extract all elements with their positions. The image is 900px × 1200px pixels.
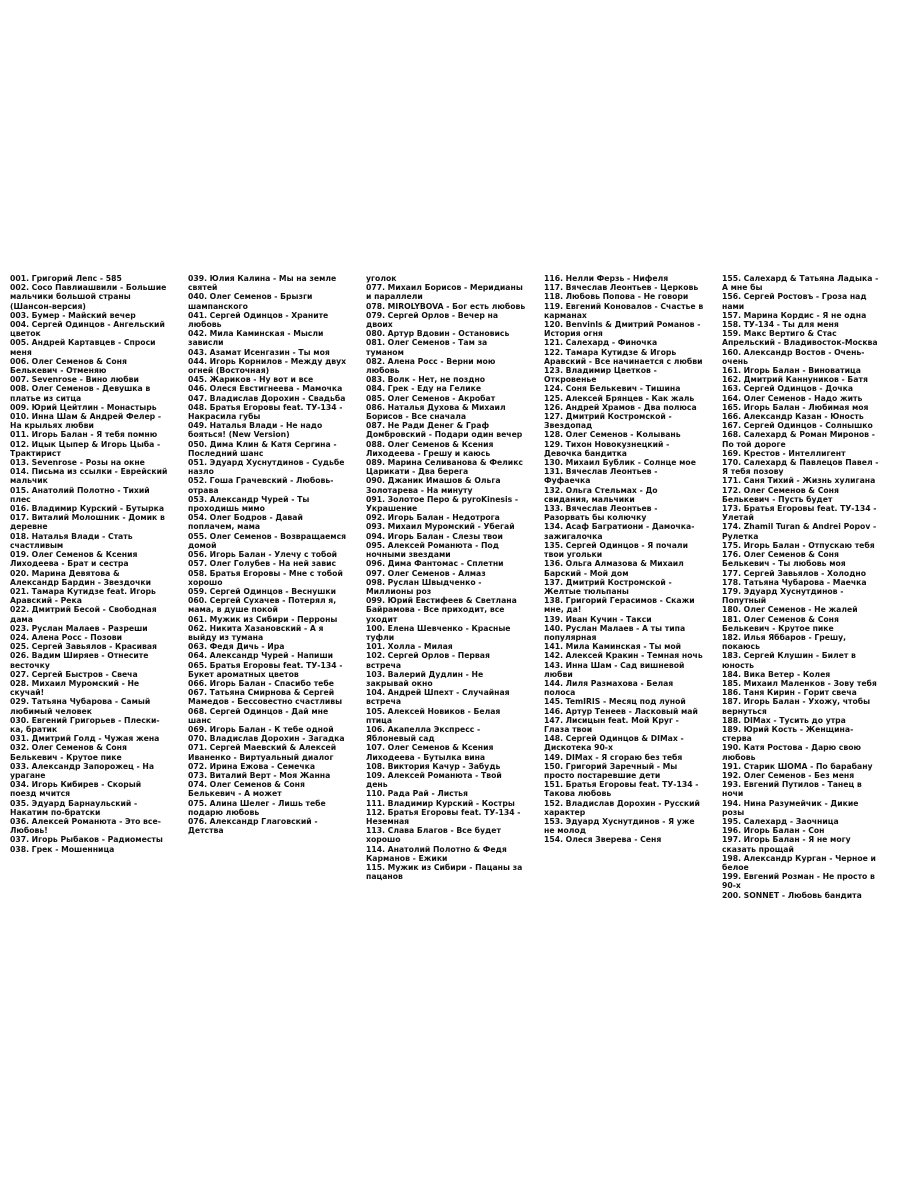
track-line: 166. Александр Казан - Юность [722, 411, 864, 422]
track-line: 036. Алексей Романюта - Это все-Любовь! [10, 815, 161, 836]
track-line: 163. Сергей Одинцов - Дочка [722, 383, 854, 394]
track-line: 131. Вячеслав Леонтьев - Фуфаечка [544, 466, 658, 486]
track-line: 068. Сергей Одинцов - Дай мне шанс [188, 705, 329, 725]
track-line: 001. Григорий Лепс - 585 [10, 274, 122, 283]
track-line: 113. Слава Благов - Все будет хорошо [366, 825, 501, 845]
track-line: 116. Нелли Ферзь - Нифеля [544, 274, 669, 283]
track-line: 008. Олег Семенов - Девушка в платье из ситца [10, 383, 151, 403]
track-line: 084. Грек - Еду на Гелике [366, 383, 482, 394]
track-line: 005. Андрей Картавцев - Спроси меня [10, 337, 156, 357]
track-line: 154. Олеся Зверева - Сеня [544, 834, 662, 845]
track-line: 061. Мужик из Сибири - Перроны [188, 613, 338, 624]
track-line: 174. Zhamil Turan & Andrei Popov - Рулетка [722, 521, 877, 541]
tracklist-column-2 [188, 274, 348, 944]
track-line: 027. Сергей Быстров - Свеча [10, 668, 138, 679]
track-line: 034. Игорь Кибирев - Скорый поезд мчится [10, 779, 142, 799]
track-line: 175. Игорь Балан - Отпускаю тебя [722, 539, 875, 550]
track-line: 151. Братья Егоровы feat. ТУ-134 - Такова любовь [544, 779, 699, 799]
track-line: 161. Игорь Балан - Виноватица [722, 365, 861, 376]
track-line: 081. Олег Семенов - Там за туманом [366, 337, 488, 357]
track-line: 125. Алексей Брянцев - Как жаль [544, 392, 695, 403]
track-line: 082. Алена Росс - Верни мою любовь [366, 355, 496, 376]
track-line: 046. Олеся Евстигнеева - Мамочка [188, 383, 343, 394]
track-line: 019. Олег Семенов & Ксения Лиходеева - Брат и сестра [10, 549, 138, 569]
track-line: 051. Эдуард Хуснутдинов - Судьбе назло [188, 457, 345, 477]
track-line: 012. Ицык Цыпер & Игорь Цыба - Трактирист [10, 438, 161, 458]
track-line: 118. Любовь Попова - Не говори [544, 291, 689, 302]
track-line: 183. Сергей Клушин - Билет в юность [722, 650, 856, 670]
track-line: 179. Эдуард Хуснутдинов - Попутный [722, 585, 844, 606]
track-line: 115. Мужик из Сибири - Пацаны за пацанов [366, 862, 523, 882]
track-line: 025. Сергей Завьялов - Красивая [10, 641, 158, 652]
tracklist-column-1 [10, 274, 170, 944]
track-line: 067. Татьяна Смирнова & Сергей Мамедов - Бессовестно счастливы [188, 687, 343, 707]
track-line: 150. Григорий Заречный - Мы просто постаревшие дети [544, 760, 678, 780]
track-line: 088. Олег Семенов & Ксения Лиходеева - Грешу и каюсь [366, 438, 494, 458]
track-line: 077. Михаил Борисов - Меридианы и параллели [366, 282, 523, 302]
track-line: 141. Мила Каминская - Ты мой [544, 641, 682, 652]
track-line: 006. Олег Семенов & Соня Белькевич - Отменяю [10, 355, 127, 376]
track-line: 173. Братья Егоровы feat. ТУ-134 - Улетай [722, 503, 877, 523]
track-line: 157. Марина Кордис - Я не одна [722, 309, 867, 320]
track-line: 066. Игорь Балан - Спасибо тебе [188, 677, 334, 688]
track-line: 181. Олег Семенов & Соня Белькевич - Крутое пике [722, 613, 839, 633]
track-line: 152. Владислав Дорохин - Русский характер [544, 797, 700, 817]
track-line: 148. Сергей Одинцов & DIMax - Дискотека 90-х [544, 733, 684, 753]
track-line: 110. Рада Рай - Листья [366, 788, 468, 799]
track-line: 015. Анатолий Полотно - Тихий плес [10, 484, 150, 504]
track-line: 194. Нина Разумейчик - Дикие розы [722, 797, 859, 817]
track-line: 028. Михаил Муромский - Не скучай! [10, 677, 140, 698]
track-line: 095. Алексей Романюта - Под ночными звездами [366, 539, 499, 560]
track-line: 108. Виктория Качур - Забудь [366, 760, 501, 771]
track-line: 087. Не Ради Денег & Граф Домбровский - Подари один вечер [366, 420, 523, 440]
track-line: 142. Алексей Кракин - Темная ночь [544, 650, 703, 661]
track-line: 041. Сергей Одинцов - Храните любовь [188, 309, 329, 330]
track-line: 037. Игорь Рыбаков - Радиоместы [10, 834, 163, 845]
track-line: 045. Жариков - Ну вот и все [188, 374, 314, 385]
track-line: 026. Вадим Ширяев - Отнесите весточку [10, 650, 149, 670]
track-line: 083. Волк - Нет, не поздно [366, 374, 486, 385]
track-line: 188. DIMax - Тусить до утра [722, 714, 846, 725]
track-line: 089. Марина Селиванова & Феликс Царикати - Два берега [366, 457, 523, 477]
track-line: 155. Салехард & Татьяна Ладыка - А мне бы [722, 274, 879, 293]
track-line: 007. Sevenrose - Вино любви [10, 374, 139, 385]
track-line: 100. Елена Шевченко - Красные туфли [366, 622, 511, 642]
track-line: 104. Андрей Шпехт - Случайная встреча [366, 687, 510, 707]
track-line: 069. Игорь Балан - К тебе одной [188, 723, 334, 734]
track-line: 147. Лисицын feat. Мой Круг - Глаза твои [544, 714, 679, 734]
track-line: уголок [366, 274, 397, 283]
track-line: 031. Дмитрий Голд - Чужая жена [10, 733, 160, 744]
track-line: 195. Салехард - Заочница [722, 815, 839, 826]
track-line: 053. Александр Чурей - Ты проходишь мимо [188, 493, 310, 514]
track-line: 117. Вячеслав Леонтьев - Церковь [544, 282, 699, 293]
track-line: 030. Евгений Григорьев - Плески-ка, братик [10, 714, 160, 734]
track-line: 200. SONNET - Любовь бандита [722, 889, 862, 900]
track-line: 023. Руслан Малаев - Разреши [10, 622, 148, 633]
track-line: 091. Золотое Перо & pyroKinesis - Украшение [366, 493, 519, 514]
track-line: 010. Инна Шам & Андрей Фелер - На крыльях любви [10, 411, 162, 431]
track-line: 167. Сергей Одинцов - Солнышко [722, 420, 873, 431]
track-line: 073. Виталий Верт - Моя Жанна [188, 769, 331, 780]
track-line: 185. Михаил Маленков - Зову тебя [722, 677, 877, 688]
track-line: 124. Соня Белькевич - Тишина [544, 383, 681, 394]
track-line: 169. Крестов - Интеллигент [722, 447, 846, 458]
track-line: 135. Сергей Одинцов - Я почали твои угольки [544, 539, 688, 560]
track-line: 129. Тихон Новокузнецкий - Девочка бандитка [544, 438, 670, 458]
track-line: 111. Владимир Курский - Костры [366, 797, 515, 808]
track-line: 143. Инна Шам - Сад вишневой любви [544, 659, 685, 679]
track-line: 090. Джаник Имашов & Ольга Золотарева - На минуту [366, 475, 501, 495]
track-line: 114. Анатолий Полотно & Федя Карманов - Ежики [366, 843, 507, 863]
track-line: 182. Илья Яббаров - Грешу, покаюсь [722, 631, 847, 652]
track-line: 074. Олег Семенов & Соня Белькевич - А может [188, 779, 305, 799]
track-line: 004. Сергей Одинцов - Ангельский цветок [10, 319, 165, 339]
track-line: 186. Таня Кирин - Горит свеча [722, 687, 857, 698]
track-line: 016. Владимир Курский - Бутырка [10, 503, 165, 514]
track-line: 056. Игорь Балан - Улечу с тобой [188, 549, 338, 560]
track-line: 029. Татьяна Чубарова - Самый любимый человек [10, 696, 151, 716]
track-line: 043. Азамат Исенгазин - Ты моя [188, 346, 330, 357]
track-line: 059. Сергей Одинцов - Веснушки [188, 585, 337, 596]
track-line: 122. Тамара Кутидзе & Игорь Аравский - Все начинается с любви [544, 346, 703, 366]
track-line: 105. Алексей Новиков - Белая птица [366, 705, 501, 725]
track-line: 097. Олег Семенов - Алмаз [366, 567, 486, 578]
track-line: 065. Братья Егоровы feat. ТУ-134 - Букет ароматных цветов [188, 659, 343, 679]
track-line: 044. Игорь Корнилов - Между двух огней (Восточная) [188, 355, 347, 376]
track-line: 189. Юрий Кость - Женщина-стерва [722, 723, 854, 744]
track-line: 156. Сергей Ростовъ - Гроза над нами [722, 291, 867, 311]
track-line: 060. Сергей Сухачев - Потерял я, мама, в душе покой [188, 595, 337, 615]
track-line: 164. Олег Семенов - Надо жить [722, 392, 863, 403]
track-line: 197. Игорь Балан - Я не могу сказать прощай [722, 834, 851, 854]
track-line: 184. Вика Ветер - Колея [722, 668, 831, 679]
tracklist-column-4 [544, 274, 704, 944]
track-line: 146. Артур Тенеев - Ласковый май [544, 705, 698, 716]
track-line: 009. Юрий Цейтлин - Монастырь [10, 401, 157, 412]
track-line: 076. Александр Глаговский - Детства [188, 815, 318, 836]
track-line: 047. Владислав Дорохин - Свадьба [188, 392, 346, 403]
track-line: 172. Олег Семенов & Соня Белькевич - Пусть будет [722, 484, 839, 504]
track-line: 168. Салехард & Роман Миронов - По той дороге [722, 429, 875, 449]
track-line: 177. Сергей Завьялов - Холодно [722, 567, 867, 578]
track-line: 052. Гоша Грачевский - Любовь-отрава [188, 475, 334, 495]
track-line: 094. Игорь Балан - Слезы твои [366, 530, 503, 541]
track-line: 137. Дмитрий Костромской - Желтые тюльпаны [544, 576, 672, 596]
track-line: 198. Александр Курган - Черное и белое [722, 852, 876, 872]
track-line: 199. Евгений Розман - Не просто в 90-х [722, 871, 875, 891]
track-line: 165. Игорь Балан - Любимая моя [722, 401, 869, 412]
track-line: 058. Братья Егоровы - Мне с тобой хорошо [188, 567, 343, 587]
track-line: 062. Никита Хазановский - А я выйду из тумана [188, 622, 324, 642]
track-line: 101. Холла - Милая [366, 641, 453, 652]
track-line: 133. Вячеслав Леонтьев - Разорвать бы колючку [544, 503, 658, 523]
track-line: 160. Александр Востов - Очень-очень [722, 346, 865, 366]
track-line: 079. Сергей Орлов - Вечер на двоих [366, 309, 499, 330]
track-line: 035. Эдуард Барнаульский - Накатим по-братски [10, 797, 138, 817]
track-line: 192. Олег Семенов - Без меня [722, 769, 855, 780]
track-line: 136. Ольга Алмазова & Михаил Барский - Мой дом [544, 558, 684, 578]
track-line: 112. Братья Егоровы feat. ТУ-134 - Неземная [366, 806, 521, 826]
track-line: 020. Марина Девятова & Александр Бардин - Звездочки [10, 567, 151, 587]
track-line: 149. DIMax - Я сгораю без тебя [544, 751, 683, 762]
track-line: 055. Олег Семенов - Возвращаемся домой [188, 530, 347, 550]
track-line: 038. Грек - Мошенница [10, 843, 115, 854]
track-line: 003. Бумер - Майский вечер [10, 309, 136, 320]
track-line: 196. Игорь Балан - Сон [722, 825, 825, 836]
track-line: 064. Александр Чурей - Напиши [188, 650, 334, 661]
track-line: 042. Мила Каминская - Мысли зависли [188, 328, 324, 348]
track-line: 121. Салехард - Финочка [544, 337, 658, 348]
track-line: 080. Артур Вдовин - Остановись [366, 328, 510, 339]
track-line: 086. Наталья Духова & Михаил Борисов - Все сначала [366, 401, 506, 422]
track-line: 092. Игорь Балан - Недотрога [366, 512, 500, 523]
track-line: 145. TemIRIS - Месяц под луной [544, 696, 686, 707]
tracklist-sheet [10, 274, 892, 944]
track-line: 071. Сергей Маевский & Алексей Иваненко - Виртуальный диалог [188, 742, 337, 762]
track-line: 032. Олег Семенов & Соня Белькевич - Крутое пике [10, 742, 127, 762]
track-line: 024. Алена Росс - Позови [10, 631, 123, 642]
track-line: 093. Михаил Муромский - Убегай [366, 521, 515, 532]
track-line: 178. Татьяна Чубарова - Маечка [722, 576, 867, 587]
track-line: 033. Александр Запорожец - На урагане [10, 760, 155, 780]
track-line: 107. Олег Семенов & Ксения Лиходеева - Бутылка вина [366, 742, 494, 762]
track-line: 130. Михаил Бублик - Солнце мое [544, 457, 696, 468]
track-line: 134. Асаф Багратиони - Дамочка-зажигалочка [544, 521, 695, 541]
track-line: 085. Олег Семенов - Акробат [366, 392, 496, 403]
track-line: 128. Олег Семенов - Колывань [544, 429, 681, 440]
track-line: 054. Олег Бодров - Давай поплачем, мама [188, 512, 303, 532]
track-line: 021. Тамара Кутидзе feat. Игорь Аравский - Река [10, 585, 156, 606]
track-line: 120. Benvinls & Дмитрий Романов - История огня [544, 319, 701, 339]
track-line: 171. Саня Тихий - Жизнь хулигана [722, 475, 876, 486]
track-line: 013. Sevenrose - Розы на окне [10, 457, 145, 468]
track-line: 138. Григорий Герасимов - Скажи мне, да! [544, 595, 695, 615]
track-line: 187. Игорь Балан - Ухожу, чтобы вернуться [722, 696, 871, 716]
track-line: 072. Ирина Ежова - Семечка [188, 760, 316, 771]
track-line: 153. Эдуард Хуснутдинов - Я уже не молод [544, 815, 695, 836]
track-line: 018. Наталья Влади - Стать счастливым [10, 530, 133, 550]
track-line: 158. ТУ-134 - Ты для меня [722, 319, 839, 330]
track-line: 162. Дмитрий Каннуников - Батя [722, 374, 868, 385]
track-line: 002. Сосо Павлиашвили - Большие мальчики большой страны (Шансон-версия) [10, 282, 167, 311]
track-line: 191. Старик ШОМА - По барабану [722, 760, 873, 771]
track-line: 040. Олег Семенов - Брызги шампанского [188, 291, 313, 311]
track-line: 098. Руслан Швыдченко - Миллионы роз [366, 576, 482, 596]
track-line: 075. Алина Шелег - Лишь тебе подарю любовь [188, 797, 326, 817]
track-line: 096. Дима Фантомас - Сплетни [366, 558, 504, 569]
track-line: 017. Виталий Молошник - Домик в деревне [10, 512, 165, 532]
track-line: 132. Ольга Стельмах - До свидания, мальчики [544, 484, 658, 504]
track-line: 022. Дмитрий Бесой - Свободная дама [10, 604, 157, 624]
track-line: 103. Валерий Дудлин - Не закрывай окно [366, 668, 484, 688]
track-line: 140. Руслан Малаев - А ты типа популярная [544, 622, 686, 642]
track-line: 176. Олег Семенов & Соня Белькевич - Ты любовь моя [722, 549, 846, 569]
track-line: 106. Акапелла Экспресс - Яблоневый сад [366, 723, 481, 744]
track-line: 139. Иван Кучин - Такси [544, 613, 652, 624]
track-line: 063. Федя Дичь - Ира [188, 641, 285, 652]
track-line: 057. Олег Голубев - На ней завис [188, 558, 337, 569]
track-line: 099. Юрий Евстифеев & Светлана Байрамова - Все приходит, все уходит [366, 595, 517, 624]
track-line: 119. Евгений Коновалов - Счастье в карманах [544, 300, 704, 320]
track-line: 144. Лиля Размахова - Белая полоса [544, 677, 674, 698]
track-line: 070. Владислав Дорохин - Загадка [188, 733, 345, 744]
track-line: 011. Игорь Балан - Я тебя помню [10, 429, 158, 440]
track-line: 180. Олег Семенов - Не жалей [722, 604, 858, 615]
track-line: 050. Дима Клин & Катя Сергина - Последний шанс [188, 438, 337, 458]
track-line: 109. Алексей Романюта - Твой день [366, 769, 502, 790]
tracklist-column-5 [722, 274, 882, 944]
track-line: 078. MIROLYBOVA - Бог есть любовь [366, 300, 526, 311]
track-line: 049. Наталья Влади - Не надо бояться! (New Version) [188, 420, 323, 440]
track-line: 159. Макс Вертиго & Стас Апрельский - Владивосток-Москва [722, 328, 878, 348]
track-line: 190. Катя Ростова - Дарю свою любовь [722, 742, 862, 762]
tracklist-column-3 [366, 274, 526, 944]
track-line: 126. Андрей Храмов - Два полюса [544, 401, 697, 412]
track-line: 048. Братья Егоровы feat. ТУ-134 - Накрасила губы [188, 401, 343, 422]
track-line: 193. Евгений Путилов - Танец в ночи [722, 779, 862, 799]
track-line: 102. Сергей Орлов - Первая встреча [366, 650, 490, 670]
track-line: 039. Юлия Калина - Мы на земле святей [188, 274, 337, 293]
track-line: 170. Салехард & Павлецов Павел - Я тебя позову [722, 457, 879, 477]
track-line: 127. Дмитрий Костромской - Звездопад [544, 411, 672, 431]
track-line: 014. Письма из ссылки - Еврейский мальчик [10, 466, 168, 486]
track-line: 123. Владимир Цветков - Откровенье [544, 365, 657, 385]
